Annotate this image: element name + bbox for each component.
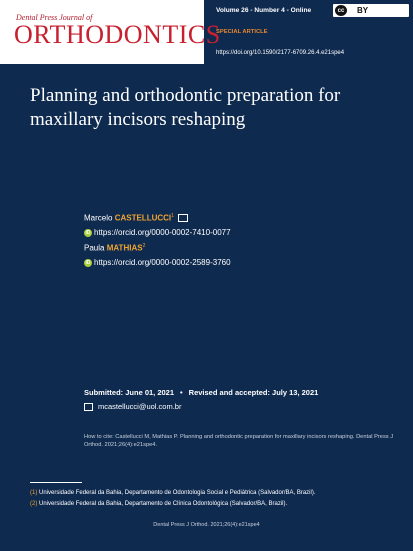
orcid-icon: iD: [85, 259, 91, 266]
affiliation-1-number: (1): [30, 490, 38, 496]
journal-logo: [0, 0, 221, 64]
cc-icon: cc: [335, 5, 347, 16]
envelope-icon: [84, 403, 93, 411]
contact-email[interactable]: [84, 402, 181, 411]
affiliation-2: [30, 501, 287, 507]
author-2-affil-ref: 2: [142, 243, 146, 249]
affiliation-1-text: Universidade Federal da Bahia, Departamento de Odontologia Social e Pediátrica (Salvador/BA, Brazil).: [39, 490, 316, 496]
author-2-surname: MATHIAS: [106, 243, 143, 253]
article-type: SPECIAL ARTICLE: [216, 29, 268, 35]
header-meta: [213, 0, 413, 64]
date-separator: •: [180, 388, 183, 397]
submitted-date: Submitted: June 01, 2021: [84, 388, 175, 397]
doi-link[interactable]: https://doi.org/10.1590/2177-6709.26.4.e21spe4: [216, 50, 345, 56]
author-2-orcid[interactable]: [84, 258, 231, 267]
author-1-orcid[interactable]: [84, 228, 231, 237]
article-dates: [84, 388, 318, 397]
volume-line: Volume 26 - Number 4 - Online: [216, 7, 312, 14]
page-footer: Dental Press J Orthod. 2021;26(4):e21spe4: [153, 522, 260, 528]
author-1: [84, 213, 188, 223]
journal-title: ORTHODONTICS: [14, 20, 221, 49]
journal-subtitle: Dental Press Journal of: [16, 13, 93, 22]
mail-icon[interactable]: [178, 214, 188, 222]
affiliation-2-text: Universidade Federal da Bahia, Departamento de Clínica Odontológica (Salvador/BA, Brazil).: [39, 501, 288, 507]
author-1-given: Marcelo: [84, 213, 113, 223]
how-to-cite: How to cite: Castellucci M, Mathias P. Planning and orthodontic preparation for maxillary incisors reshaping. Dental Press J Orthod. 2021;26(4):e21spe4.: [84, 434, 394, 448]
author-2: [84, 243, 145, 253]
orcid-icon: iD: [85, 229, 91, 236]
license-label: BY: [357, 6, 369, 15]
author-2-given: Paula: [84, 243, 105, 253]
article-title: Planning and orthodontic preparation for maxillary incisors reshaping: [30, 85, 341, 130]
affiliation-2-number: (2): [30, 501, 38, 507]
author-1-affil-ref: 1: [171, 213, 174, 219]
cc-license-badge[interactable]: [333, 4, 409, 17]
footnote-divider: [30, 482, 82, 483]
author-2-orcid-url[interactable]: https://orcid.org/0000-0002-2589-3760: [94, 258, 231, 267]
affiliation-1: [30, 490, 316, 496]
email-address[interactable]: mcastellucci@uol.com.br: [98, 402, 182, 411]
author-1-surname: CASTELLUCCI: [114, 213, 172, 223]
author-1-orcid-url[interactable]: https://orcid.org/0000-0002-7410-0077: [94, 228, 231, 237]
accepted-date: Revised and accepted: July 13, 2021: [188, 388, 319, 397]
